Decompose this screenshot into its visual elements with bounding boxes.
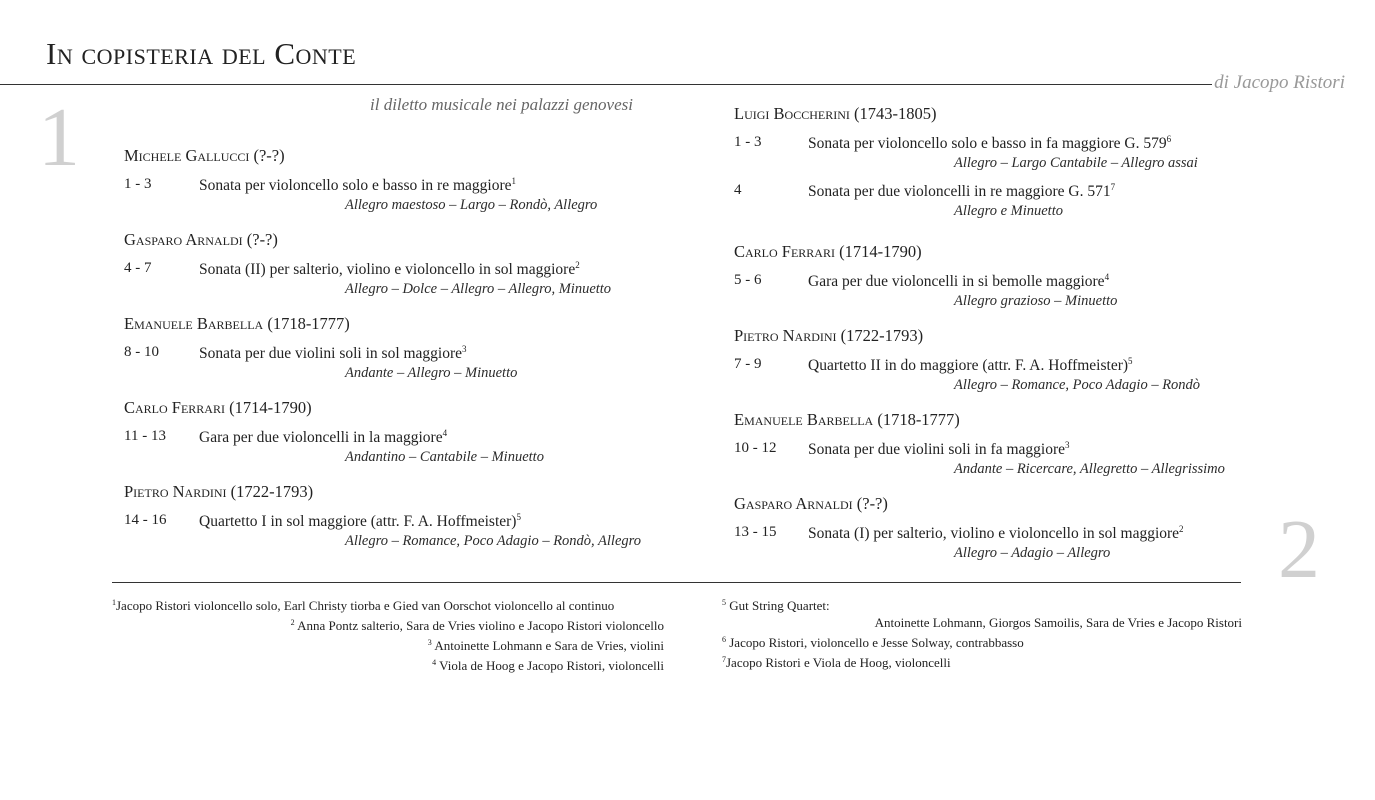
footnote: $^1$Jacopo Ristori violoncello solo, Earl Christy tiorba e Gied van Oorschot violoncello al continuo xyxy=(112,598,615,613)
composer-name: Michele Gallucci (?-?) xyxy=(124,146,285,165)
footnotes-rule xyxy=(112,582,1241,583)
track-entry xyxy=(124,344,684,390)
movements: Allegro maestoso – Largo – Rondò, Allegro xyxy=(345,197,598,213)
track-numbers: 4 - 7 xyxy=(124,260,152,276)
composer-group xyxy=(734,410,1294,486)
movements: Allegro – Romance, Poco Adagio – Rondò xyxy=(954,377,1201,393)
track-entry xyxy=(734,440,1294,486)
composer-name: Carlo Ferrari (1714-1790) xyxy=(124,398,312,417)
footnote-ref: 4 xyxy=(442,428,448,438)
track-numbers: 8 - 10 xyxy=(124,344,159,360)
movements: Andante – Allegro – Minuetto xyxy=(345,365,518,381)
movements: Andantino – Cantabile – Minuetto xyxy=(345,449,544,465)
composer-group xyxy=(124,230,684,306)
footnotes-left xyxy=(112,594,664,674)
work-title: Sonata per due violini soli in sol maggiore$^3$ xyxy=(199,344,467,362)
track-numbers: 7 - 9 xyxy=(734,356,762,372)
disc-2-number: 2 xyxy=(1278,503,1320,596)
track-numbers: 1 - 3 xyxy=(734,134,762,150)
track-entry xyxy=(734,182,1294,228)
track-entry xyxy=(124,260,684,306)
track-numbers: 10 - 12 xyxy=(734,440,777,456)
movements: Andante – Ricercare, Allegretto – Allegrissimo xyxy=(954,461,1225,477)
track-numbers: 5 - 6 xyxy=(734,272,762,288)
footnote-ref: 1 xyxy=(511,176,517,186)
composer-group xyxy=(124,398,684,474)
work-title: Gara per due violoncelli in la maggiore$^4$ xyxy=(199,428,448,446)
disc-2-tracklist xyxy=(734,104,1294,578)
footnote-ref: 3 xyxy=(462,344,467,354)
composer-group xyxy=(124,314,684,390)
composer-group xyxy=(124,146,684,222)
track-entry xyxy=(124,428,684,474)
track-numbers: 4 xyxy=(734,182,742,198)
movements: Allegro – Adagio – Allegro xyxy=(954,545,1111,561)
work-title: Quartetto I in sol maggiore (attr. F. A. Hoffmeister)$^5$ xyxy=(199,512,521,530)
footnote-ref: 2 xyxy=(575,260,580,270)
work-title: Sonata per due violoncelli in re maggiore G. $571^7$ xyxy=(808,182,1116,200)
track-numbers: 1 - 3 xyxy=(124,176,152,192)
movements: Allegro e Minuetto xyxy=(954,203,1063,219)
composer-group xyxy=(124,482,684,558)
movements: Allegro – Largo Cantabile – Allegro assai xyxy=(954,155,1198,171)
composer-name: Luigi Boccherini (1743-1805) xyxy=(734,104,937,123)
footnote-ref: 6 xyxy=(1166,134,1172,144)
work-title: Sonata (I) per salterio, violino e violoncello in sol maggiore$^2$ xyxy=(808,524,1184,542)
track-numbers: 11 - 13 xyxy=(124,428,166,444)
footnote-ref: 4 xyxy=(1104,272,1110,282)
composer-name: Pietro Nardini (1722-1793) xyxy=(734,326,924,345)
movements: Allegro – Dolce – Allegro – Allegro, Minuetto xyxy=(345,281,612,297)
work-title: Sonata (II) per salterio, violino e violoncello in sol maggiore$^2$ xyxy=(199,260,580,278)
disc-1-number: 1 xyxy=(38,91,80,184)
footnote: $^7$Jacopo Ristori e Viola de Hoog, violoncelli xyxy=(722,655,951,670)
footnotes-right xyxy=(722,594,1242,671)
footnote-continuation: Antoinette Lohmann, Giorgos Samoilis, Sara de Vries e Jacopo Ristori xyxy=(874,615,1242,630)
work-title: Sonata per violoncello solo e basso in fa maggiore G. $579^6$ xyxy=(808,134,1172,152)
footnote: $^2$ Anna Pontz salterio, Sara de Vries violino e Jacopo Ristori violoncello xyxy=(290,618,664,633)
work-title: Sonata per violoncello solo e basso in re maggiore$^1$ xyxy=(199,176,517,194)
subtitle: il diletto musicale nei palazzi genovesi xyxy=(370,95,633,114)
footnote-ref: 2 xyxy=(1179,524,1184,534)
footnote: $^6$ Jacopo Ristori, violoncello e Jesse Solway, contrabbasso xyxy=(722,635,1024,650)
work-title: Quartetto II in do maggiore (attr. F. A. Hoffmeister)$^5$ xyxy=(808,356,1133,374)
footnote-ref: 7 xyxy=(1110,182,1116,192)
track-entry xyxy=(734,356,1294,402)
footnote: $^4$ Viola de Hoog e Jacopo Ristori, violoncelli xyxy=(432,658,664,673)
footnote-ref: 5 xyxy=(516,512,521,522)
track-numbers: 14 - 16 xyxy=(124,512,167,528)
footnote-ref: 5 xyxy=(1128,356,1133,366)
composer-name: Emanuele Barbella (1718-1777) xyxy=(734,410,960,429)
footnote: $^3$ Antoinette Lohmann e Sara de Vries, violini xyxy=(427,638,664,653)
composer-group xyxy=(734,104,1294,228)
work-title: Gara per due violoncelli in si bemolle maggiore$^4$ xyxy=(808,272,1110,290)
composer-group xyxy=(734,326,1294,402)
movements: Allegro grazioso – Minuetto xyxy=(954,293,1118,309)
composer-name: Pietro Nardini (1722-1793) xyxy=(124,482,314,501)
track-entry xyxy=(734,272,1294,318)
composer-name: Carlo Ferrari (1714-1790) xyxy=(734,242,922,261)
track-numbers: 13 - 15 xyxy=(734,524,777,540)
work-title: Sonata per due violini soli in fa maggiore$^3$ xyxy=(808,440,1070,458)
disc-1-tracklist xyxy=(124,146,684,566)
page-title: In copisteria del Conte xyxy=(46,36,357,71)
footnote-ref: 3 xyxy=(1064,440,1070,450)
track-entry xyxy=(124,512,684,558)
composer-name: Emanuele Barbella (1718-1777) xyxy=(124,314,350,333)
composer-name: Gasparo Arnaldi (?-?) xyxy=(734,494,888,513)
track-entry xyxy=(734,134,1294,180)
composer-group xyxy=(734,494,1294,570)
track-entry xyxy=(124,176,684,222)
header-rule xyxy=(0,84,1212,85)
footnote: $^5$ Gut String Quartet: xyxy=(722,598,830,613)
composer-name: Gasparo Arnaldi (?-?) xyxy=(124,230,278,249)
movements: Allegro – Romance, Poco Adagio – Rondò, Allegro xyxy=(345,533,641,549)
track-entry xyxy=(734,524,1294,570)
composer-group xyxy=(734,242,1294,318)
author-credit: di Jacopo Ristori xyxy=(1214,72,1345,93)
